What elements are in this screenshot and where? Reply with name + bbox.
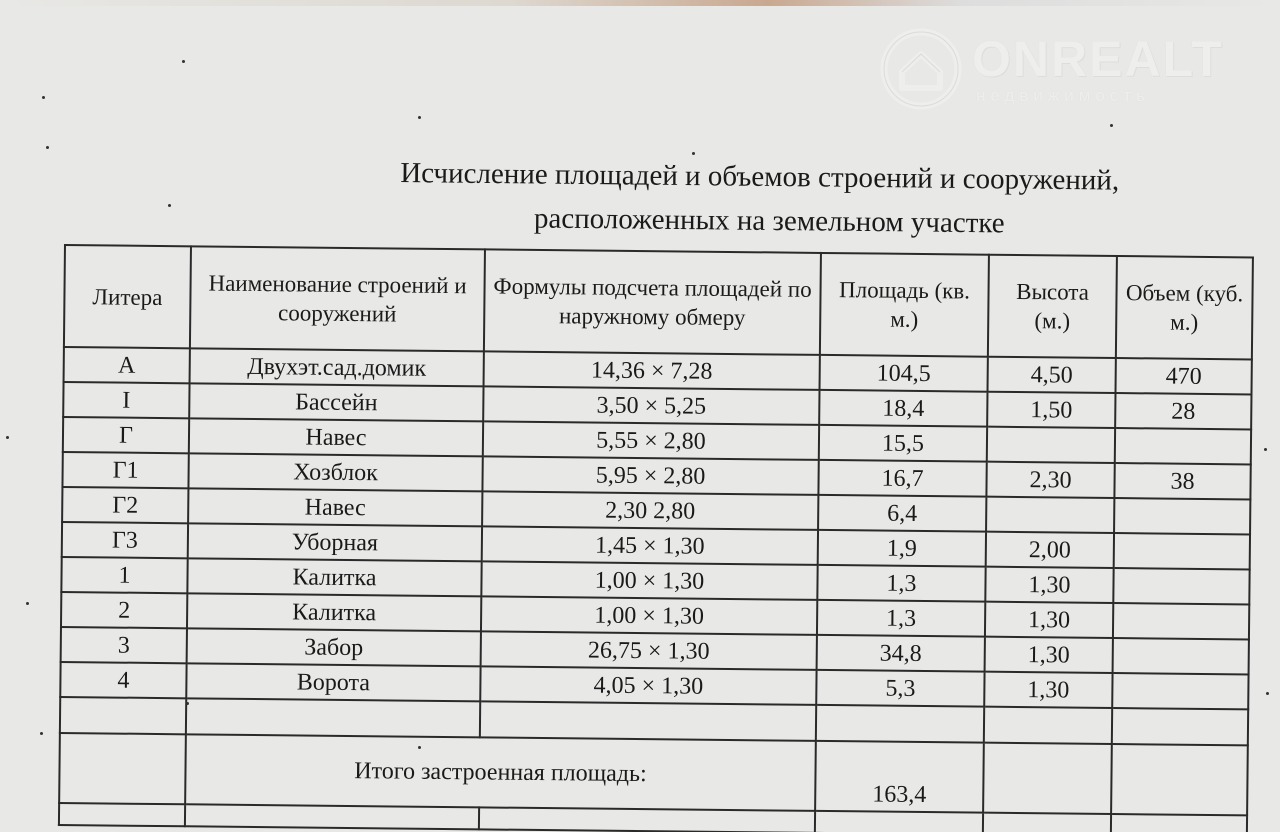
empty-cell xyxy=(186,698,480,737)
scan-speck xyxy=(46,146,49,149)
empty-cell xyxy=(480,701,816,741)
cell-volume xyxy=(1113,603,1249,639)
cell-height xyxy=(986,497,1114,533)
cell-litera: 4 xyxy=(60,662,186,698)
cell-litera: 1 xyxy=(61,557,187,593)
cell-formula: 5,95 × 2,80 xyxy=(482,456,818,495)
empty-cell xyxy=(59,803,185,826)
cell-area: 34,8 xyxy=(817,635,985,672)
scan-speck xyxy=(1110,124,1113,127)
cell-name: Двухэт.сад.домик xyxy=(190,348,484,386)
scan-speck xyxy=(418,746,421,749)
scan-speck xyxy=(26,602,29,605)
header-litera: Литера xyxy=(64,245,191,348)
cell-litera: I xyxy=(63,382,189,418)
header-area: Площадь (кв. м.) xyxy=(820,253,989,357)
scan-speck xyxy=(6,436,9,439)
cell-formula: 14,36 × 7,28 xyxy=(484,351,820,390)
scan-speck xyxy=(42,96,45,99)
scan-speck xyxy=(1264,448,1267,451)
cell-height: 2,30 xyxy=(986,462,1114,498)
cell-name: Бассейн xyxy=(189,383,483,421)
page-top-edge xyxy=(0,0,1280,6)
cell-name: Навес xyxy=(189,418,483,456)
cell-litera: Г xyxy=(63,417,189,453)
cell-formula: 26,75 × 1,30 xyxy=(481,631,817,670)
cell-area: 18,4 xyxy=(819,390,987,427)
cell-height: 1,30 xyxy=(984,672,1112,708)
scan-speck xyxy=(40,732,43,735)
cell-area: 5,3 xyxy=(816,670,984,707)
cell-height: 2,00 xyxy=(986,532,1114,568)
cell-height: 1,30 xyxy=(985,637,1113,673)
cell-height: 1,30 xyxy=(985,567,1113,603)
document-title xyxy=(299,150,1220,248)
cell-name: Ворота xyxy=(186,663,480,701)
cell-volume xyxy=(1115,428,1251,464)
cell-area: 1,3 xyxy=(817,600,985,637)
header-formula: Формулы подсчета площадей по наружному обмеру xyxy=(484,249,821,355)
title-line-1: Исчисление площадей и объемов строений и сооружений, xyxy=(400,157,1120,197)
title-line-2: расположенных на земельном участке xyxy=(533,202,1005,240)
cell-volume: 38 xyxy=(1114,463,1250,499)
cell-name: Калитка xyxy=(187,558,481,596)
cell-volume: 28 xyxy=(1115,393,1251,429)
cell-height xyxy=(987,427,1115,463)
cell-formula: 1,00 × 1,30 xyxy=(481,561,817,600)
cell-volume xyxy=(1114,533,1250,569)
empty-cell xyxy=(983,743,1112,814)
watermark-name: ONREALT xyxy=(972,31,1224,87)
empty-cell xyxy=(479,807,815,832)
empty-cell xyxy=(60,697,186,734)
scan-speck xyxy=(418,116,421,119)
empty-cell xyxy=(984,707,1112,744)
cell-formula: 4,05 × 1,30 xyxy=(480,666,816,705)
cell-area: 1,9 xyxy=(818,530,986,567)
cell-volume xyxy=(1114,498,1250,534)
cell-name: Навес xyxy=(188,488,482,526)
cell-volume xyxy=(1113,638,1249,674)
cell-name: Уборная xyxy=(188,523,482,561)
scan-speck xyxy=(168,204,171,207)
cell-litera: 2 xyxy=(61,592,187,628)
table-row-total xyxy=(59,733,1248,815)
cell-name: Забор xyxy=(187,628,481,666)
empty-cell xyxy=(815,811,983,832)
cell-height: 4,50 xyxy=(988,357,1116,393)
cell-formula: 3,50 × 5,25 xyxy=(483,386,819,425)
cell-volume: 470 xyxy=(1115,358,1251,394)
house-logo-icon xyxy=(880,28,962,110)
cell-area: 15,5 xyxy=(819,425,987,462)
scan-speck xyxy=(1266,692,1269,695)
buildings-table xyxy=(58,244,1254,832)
empty-cell xyxy=(1111,814,1247,832)
cell-litera: Г1 xyxy=(62,452,188,488)
header-volume: Объем (куб. м.) xyxy=(1116,256,1253,359)
cell-area: 104,5 xyxy=(820,355,988,392)
watermark-subtitle: недвижимость xyxy=(976,86,1151,105)
empty-cell xyxy=(59,733,186,804)
scan-speck xyxy=(692,152,695,155)
cell-name: Хозблок xyxy=(188,453,482,491)
cell-area: 16,7 xyxy=(818,460,986,497)
cell-litera: Г3 xyxy=(62,522,188,558)
cell-height: 1,30 xyxy=(985,602,1113,638)
cell-area: 6,4 xyxy=(818,495,986,532)
scan-speck xyxy=(182,60,185,63)
empty-cell xyxy=(1112,708,1248,745)
cell-height: 1,50 xyxy=(987,392,1115,428)
cell-litera: 3 xyxy=(61,627,187,663)
total-area: 163,4 xyxy=(815,741,984,813)
cell-litera: А xyxy=(64,347,190,383)
cell-formula: 2,30 2,80 xyxy=(482,491,818,530)
watermark xyxy=(880,24,1260,114)
cell-litera: Г2 xyxy=(62,487,188,523)
empty-cell xyxy=(1111,744,1248,815)
empty-cell xyxy=(816,705,984,743)
table-header-row xyxy=(64,245,1253,359)
cell-formula: 1,00 × 1,30 xyxy=(481,596,817,635)
cell-area: 1,3 xyxy=(817,565,985,602)
cell-volume xyxy=(1113,568,1249,604)
cell-formula: 5,55 × 2,80 xyxy=(483,421,819,460)
empty-cell xyxy=(185,804,479,829)
cell-formula: 1,45 × 1,30 xyxy=(482,526,818,565)
total-label: Итого застроенная площадь: xyxy=(185,734,816,811)
header-height: Высота (м.) xyxy=(988,255,1117,358)
cell-name: Калитка xyxy=(187,593,481,631)
scan-speck xyxy=(186,702,189,705)
cell-volume xyxy=(1112,673,1248,709)
empty-cell xyxy=(983,813,1111,832)
header-name: Наименование строений и сооружений xyxy=(190,246,485,351)
